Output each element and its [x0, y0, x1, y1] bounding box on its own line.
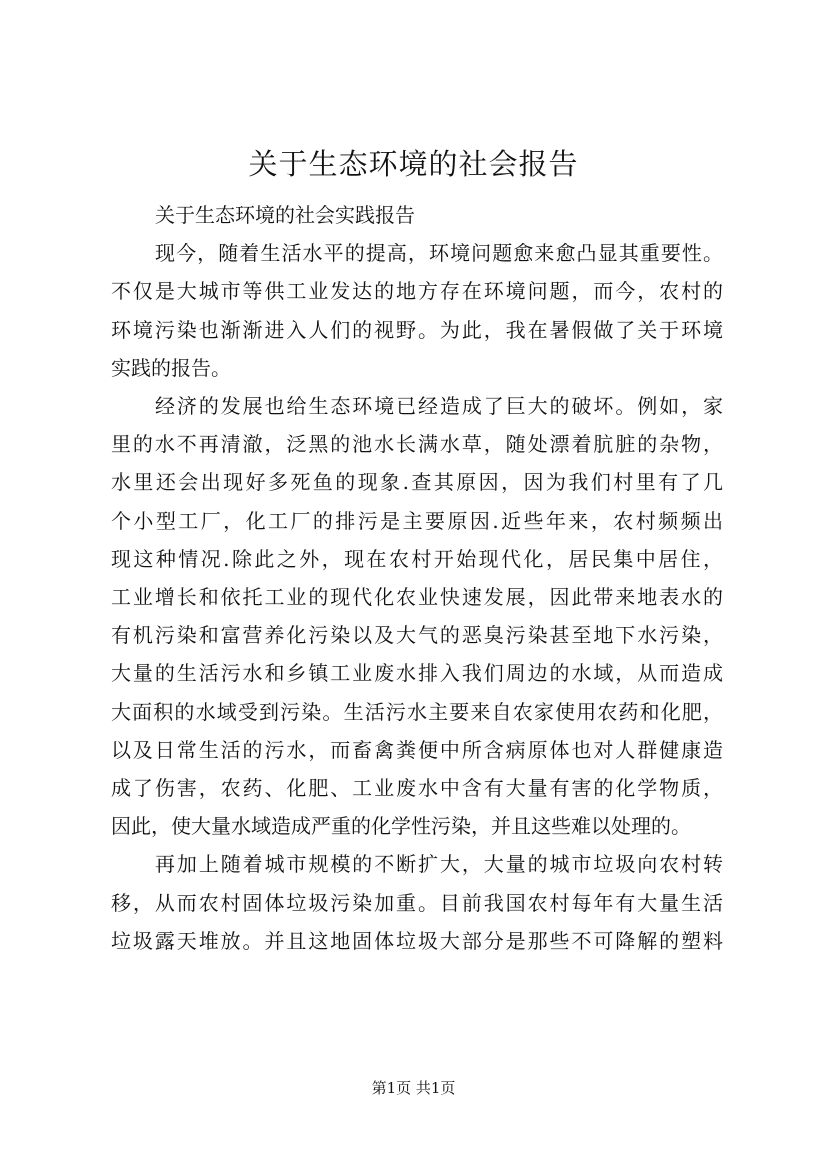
paragraph-3: [111, 845, 723, 960]
paragraph-line: 再加上随着城市规模的不断扩大，大量的城市垃圾向农村转: [155, 852, 723, 877]
paragraph-line: 移，从而农村固体垃圾污染加重。目前我国农村每年有大量生活: [111, 890, 723, 915]
paragraph-1: [111, 234, 723, 387]
paragraph-2: [111, 387, 723, 845]
paragraph-line: 实践的报告。: [111, 355, 231, 380]
paragraph-line: 经济的发展也给生态环境已经造成了巨大的破坏。例如，家: [155, 394, 723, 419]
paragraph-line: 现今，随着生活水平的提高，环境问题愈来愈凸显其重要性。: [155, 241, 723, 266]
paragraph-line: 不仅是大城市等供工业发达的地方存在环境问题，而今，农村的: [111, 279, 723, 304]
paragraph-line: 大面积的水域受到污染。生活污水主要来自农家使用农药和化肥，: [111, 699, 723, 724]
paragraph-line: 里的水不再清澈，泛黑的池水长满水草，随处漂着肮脏的杂物，: [111, 432, 723, 457]
document-subtitle: 关于生态环境的社会实践报告: [155, 203, 415, 227]
paragraph-line: 成了伤害，农药、化肥、工业废水中含有大量有害的化学物质，: [111, 776, 723, 801]
paragraph-line: 大量的生活污水和乡镇工业废水排入我们周边的水域，从而造成: [111, 661, 723, 686]
document-title: 关于生态环境的社会报告: [248, 147, 579, 181]
paragraph-line: 以及日常生活的污水，而畜禽粪便中所含病原体也对人群健康造: [111, 737, 723, 762]
paragraph-line: 水里还会出现好多死鱼的现象.查其原因，因为我们村里有了几: [111, 470, 723, 495]
document-body: [111, 196, 723, 960]
paragraph-line: 个小型工厂，化工厂的排污是主要原因.近些年来，农村频频出: [111, 508, 723, 533]
paragraph-line: 垃圾露天堆放。并且这地固体垃圾大部分是那些不可降解的塑料: [111, 928, 723, 953]
paragraph-line: 工业增长和依托工业的现代化农业快速发展，因此带来地表水的: [111, 585, 723, 610]
paragraph-line: 有机污染和富营养化污染以及大气的恶臭污染甚至地下水污染，: [111, 623, 723, 648]
page-number-footer: 第1页 共1页: [371, 1079, 456, 1097]
paragraph-line: 现这种情况.除此之外，现在农村开始现代化，居民集中居住，: [111, 546, 723, 571]
paragraph-line: 因此，使大量水域造成严重的化学性污染，并且这些难以处理的。: [111, 814, 691, 839]
paragraph-line: 环境污染也渐渐进入人们的视野。为此，我在暑假做了关于环境: [111, 317, 723, 342]
